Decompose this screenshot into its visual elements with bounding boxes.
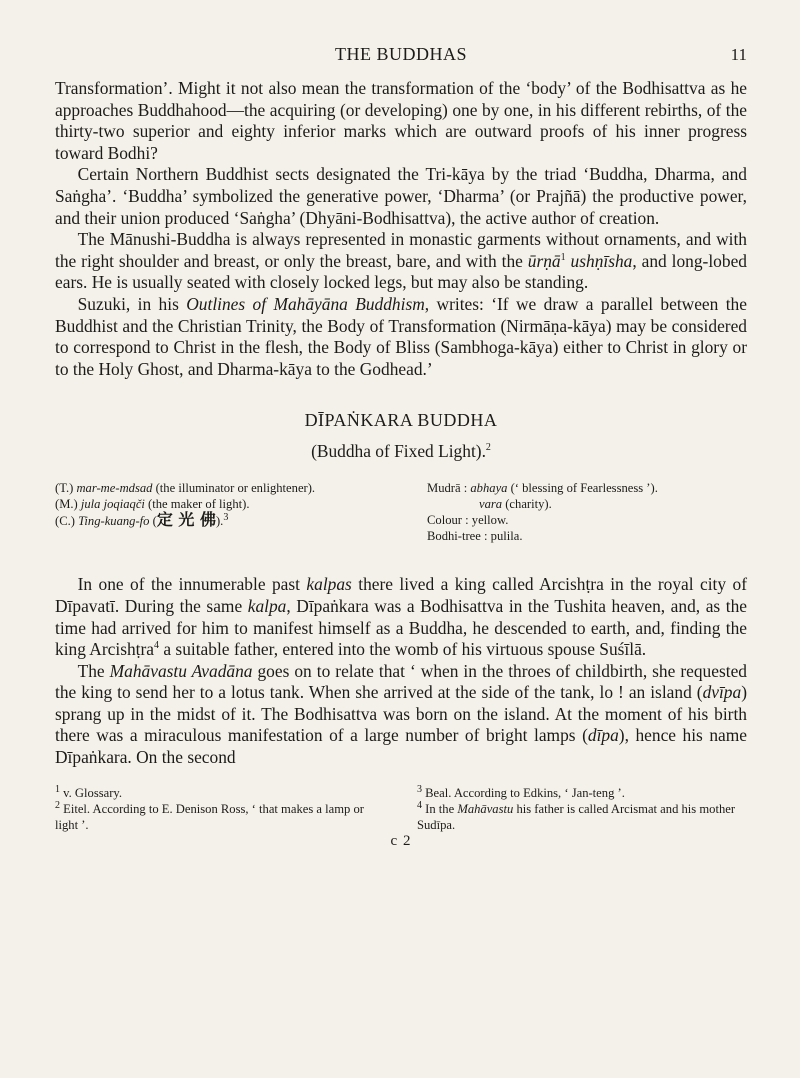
mongol-label: (M.) (55, 497, 81, 512)
mudra-line (427, 480, 747, 496)
p3-text-pre: The Mānushi-Buddha is always represented in monastic garments without ornaments, and with the right shoulder and breast, or only the breast, bare, and with the (55, 229, 747, 271)
signature-mark: c 2 (390, 832, 412, 849)
section-subheading-text: (Buddha of Fixed Light). (311, 441, 486, 462)
running-head (55, 44, 747, 74)
chinese-name-line (55, 512, 405, 529)
footnote-3-number: 3 (417, 783, 422, 795)
p6-text-mid1: goes on to relate that ‘ when in the throes of childbirth, she requested the king to send her to a lotus tank. When she arrived at the side of the tank, lo ! an island ( (55, 660, 747, 703)
footnote-1-text: v. Glossary. (60, 785, 123, 800)
mongol-name-line (55, 496, 405, 512)
bodhi-tree-line: Bodhi-tree : pulila. (427, 529, 523, 544)
p6-text-mid2: ) sprang up in the midst of it. The Bodhisattva was born on the island. At the moment of his birth there was a miraculous manifestation of a large number of bright lamps ( (55, 682, 747, 746)
vara-line (427, 496, 747, 512)
chinese-paren-open: ( (149, 514, 157, 529)
mudra-label: Mudrā : (427, 481, 471, 496)
p5-text-pre: In one of the innumerable past (77, 574, 307, 595)
term-urna: ūrṇā (527, 250, 561, 271)
footnote-2-number: 2 (55, 799, 60, 811)
section-subheading (55, 441, 747, 462)
chinese-label: (C.) (55, 514, 79, 529)
footnote-4-pre: In the (422, 801, 458, 816)
p3-text-post: , and long-lobed ears. He is usually seated with closely locked legs, but may also be standing. (55, 250, 747, 293)
mongol-name: jula joqiaqči (80, 497, 145, 512)
term-dipa: dīpa (587, 725, 619, 746)
bottom-text (55, 574, 747, 768)
vara-name: vara (479, 497, 503, 512)
top-text (55, 78, 747, 380)
names-right-column (427, 480, 747, 544)
footnote-2 (55, 801, 385, 833)
chinese-characters: 定 光 佛 (156, 510, 216, 530)
footnote-4-post: his father is called Arcismat and his mother Sudīpa. (417, 801, 736, 832)
chinese-paren-close: ). (215, 514, 224, 529)
chinese-name: Ting-kuang-fo (78, 514, 150, 529)
footnote-ref-2: 2 (485, 442, 491, 454)
paragraph-4 (55, 294, 747, 380)
colour-line: Colour : yellow. (427, 513, 509, 528)
p4-text-pre: Suzuki, in his (77, 293, 187, 314)
footnote-2-text: Eitel. According to E. Denison Ross, ‘ that makes a lamp or light ’. (55, 801, 364, 832)
names-block (55, 480, 747, 544)
p5-text-mid2: , Dīpaṅkara was a Bodhisattva in the Tushita heaven, and, as the time had arrived for him to manifest himself as a Buddha, he descended to earth, and, finding the king Arcishṭra (55, 595, 747, 660)
footnote-4-number: 4 (417, 799, 422, 811)
footnote-4-book: Mahāvastu (457, 801, 514, 816)
page-number: 11 (730, 45, 747, 64)
vara-gloss: (charity). (502, 497, 552, 512)
mudra-name: abhaya (470, 481, 508, 496)
book-title-mahavastu: Mahāvastu Avadāna (109, 660, 253, 681)
tibetan-name-line (55, 480, 405, 496)
footnote-ref-3: 3 (223, 512, 229, 524)
p5-text-post: a suitable father, entered into the womb of his virtuous spouse Suśīlā. (159, 639, 647, 660)
footnote-ref-1: 1 (560, 251, 566, 263)
p6-text-pre: The (77, 660, 110, 681)
paragraph-1: Transformation’. Might it not also mean the transformation of the ‘body’ of the Bodhisattva as he approaches Buddhahood—the acquiring (or developing) one by one, in his different rebirths, of the thirty-two superior and eighty inferior marks which are outward proofs of his inner progress toward Bodhi? (55, 78, 747, 163)
paragraph-2: Certain Northern Buddhist sects designated the Tri-kāya by the triad ‘Buddha, Dharma, and Saṅgha’. ‘Buddha’ symbolized the generative power, ‘Dharma’ (or Prajñā) the productive power, and their union produced ‘Saṅgha’ (Dhyāni-Bodhisattva), the active author of creation. (55, 164, 747, 228)
p5-text-mid1: there lived a king called Arcishṭra in the royal city of Dīpavatī. During the same (55, 574, 747, 616)
book-title-outlines: Outlines of Mahāyāna Buddhism (186, 293, 425, 314)
term-dvipa: dvīpa (702, 682, 742, 703)
tibetan-label: (T.) (55, 481, 77, 496)
term-ushnisha: ushṇīsha (570, 250, 633, 271)
tibetan-gloss: (the illuminator or enlightener). (152, 481, 316, 496)
book-page (55, 0, 747, 850)
footnote-ref-4: 4 (154, 640, 160, 652)
footnote-4 (417, 801, 747, 833)
footnotes-left (55, 785, 385, 833)
p6-text-post: ), hence his name Dīpaṅkara. On the second (55, 725, 748, 768)
paragraph-3 (55, 229, 747, 294)
footnote-1-number: 1 (55, 783, 60, 795)
footnotes (55, 785, 747, 833)
term-kalpas: kalpas (306, 574, 352, 595)
paragraph-6 (55, 661, 747, 769)
mudra-gloss: (‘ blessing of Fearlessness ’). (507, 481, 658, 496)
running-title: THE BUDDHAS (334, 44, 467, 64)
footnotes-right (417, 785, 747, 833)
tibetan-name: mar-me-mdsad (76, 481, 153, 496)
footnote-3-text: Beal. According to Edkins, ‘ Jan-teng ’. (422, 785, 625, 800)
mongol-gloss: (the maker of light). (144, 497, 250, 512)
section-heading: DĪPAṄKARA BUDDHA (304, 410, 498, 431)
names-left-column (55, 480, 405, 544)
footnote-3 (417, 785, 747, 801)
footnote-1 (55, 785, 385, 801)
p4-text-post: , writes: ‘If we draw a parallel between the Buddhist and the Christian Trinity, the Body of Transformation (Nirmāṇa-kāya) may be considered to correspond to Christ in the flesh, the Body of Bliss (Sambhoga-kāya) either to Christ in glory or to the Holy Ghost, and Dharma-kāya to the Godhead.’ (55, 293, 747, 379)
paragraph-5 (55, 574, 747, 660)
term-kalpa: kalpa (247, 595, 287, 616)
